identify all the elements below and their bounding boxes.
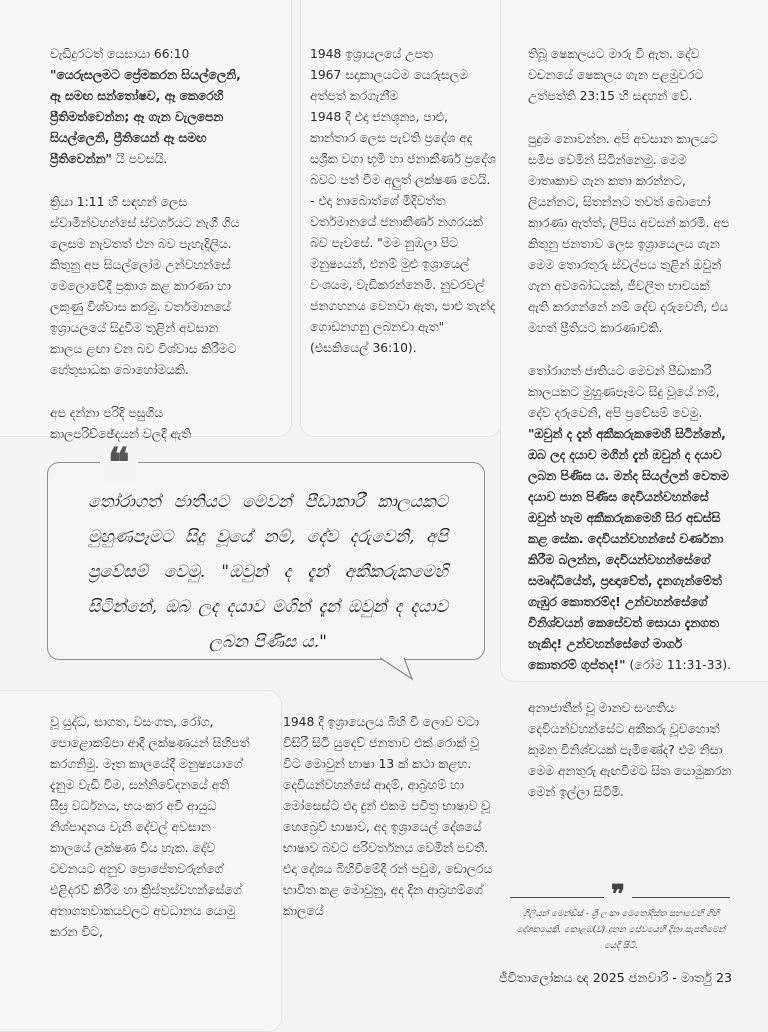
paragraph: 1948 ඉශ්‍රායලයේ උපත 1967 සදාකාලයටම යෙරුසලම අත්පත් කරගැනීම 1948 දී එදා ජනශූන්‍ය, පාළු, කාන්තාර ලෙස පැවති ප්‍රදේශ අද සශ්‍රීක වගා භූමි හා ජනාකීර්ණ ප්‍රදේශ බවට පත් වීම අලුත් ලක්ෂණ වෙයි. - එදා නාබොත්ගේ මිදිවත්ත වර්තමානයේ ජනාකීර්ණ නගරයක් බව පැවසේ. "මම නුඹලා පිට මනුෂ්‍යයන්, එනම් මුළු ඉශ්‍රායෙල් වංශයම, වැඩිකරන්නෙමි. නුවරවල් ජනගහනය වෙනවා ඇත, පාළු තැන්ද ගොඩනගනු ලබනවා ඇත" (එසකියෙල් 36:10). xyxy=(310,47,496,355)
column-left-top xyxy=(50,44,253,445)
paragraph-tail: යි පවසයි. xyxy=(111,152,168,166)
paragraph: පුදුම නොවන්න. අපි අවසාන කාලයට සමීප වෙමින් සිටින්නෙමු. මෙම මාතෘකාව ගැන කතා කරන්නට, ලියන්නට, සිතන්නට තවත් බොහෝ කාරණා ඇත්ත්, ලිපිය අවසන් කරමි. අප කිතුනු ජනතාව ලෙස ඉශ්‍රායෙලය ගැන මෙම තොරතුරු ස්වල්පය තුළින් ඔවුන් ගැන අවබෝධයක්, ජීවලිත භාවයක් ඇති කරගන්නේ නම් දේව දරුවෙනි, එය මහත් ප්‍රීතියට කාරණාවකි. xyxy=(528,132,730,335)
quote-mark-icon: ❝ xyxy=(100,443,138,483)
paragraph: අප දන්නා පරිදි පසුගිය කාලපරිච්ඡේදයන් වලදී ඇති xyxy=(50,406,192,441)
column-left-bottom xyxy=(50,712,250,943)
paragraph: ක්‍රියා 1:11 හි සඳහන් ලෙස ස්වාමීන්වහන්සේ ස්වර්ගයට නැගී ගිය ලෙසම නැවතත් එන බව පැහැදිලිය. කිතුනු අප සියල්ලෝම උන්වහන්සේ මෙලොවේදී ප්‍රකාශ කළ කාරණා හා ලකුණු විශ්වාස කරමු. වර්තමානයේ ඉශ්‍රායලයේ සිදුවීම තුළින් අවසාන කාලය ළඟා වන බව විශ්වාස කිරීමට හේතුසාධක බොහෝමයකි. xyxy=(50,195,240,377)
scripture-quote: "යෙරුසලමට ප්‍රේමකරන සියල්ලෙනි, ඈ සමඟ සන්තෝෂව, ඈ කෙරෙහි ප්‍රීතිමත්වෙන්න; ඈ ගැන වැලපෙන සියල්ලෙනි, ප්‍රීතියෙන් ඈ සමඟ ප්‍රීතිවෙන්න" xyxy=(50,68,241,166)
column-middle-top xyxy=(310,44,496,359)
scripture-reference: (රෝම 11:31-33). xyxy=(625,658,732,672)
paragraph: 1948 දී ඉශ්‍රායෙලය බිහි වී ලොව වටා විසිරී සිටි යුදෙව් ජනතාව එක් රොක් වූ විට මොවුන් භාෂා 13 ක් කථා කළහ. දෙවියන්වහන්සේ ආදම්, ආබ්‍රහම් හා මෝසෙස්ට එදා දුන් එකම පවිත්‍ර භාෂාව වූ හෙබ්‍රෙව් භාෂාව, අද ඉශ්‍රායෙල් දේශයේ භාෂාව බවට පරිවර්තනය වෙමින් පවතී. එදා දේශය බිහිවීමේදී රන් පවුම, ඩොලරය භාවිත කළ මොවුනු, අද දින ආබ්‍රහම්ගේ කාලයේ xyxy=(283,715,493,918)
scripture-reference: වැඩිදුරටත් යෙසායා 66:10 xyxy=(50,47,190,61)
paragraph xyxy=(528,361,732,676)
pull-quote-box xyxy=(47,439,485,660)
paragraph: අනාජාතීන් වූ මානව සංහතිය දෙවියන්වහන්සේට අකීකරු වූවහොත් කුමන විනිශ්චයක් පැමිණේද? එම නිසා මෙම අනතුරු ඇඟවීමට සිත යොමුකරන මෙන් ඉල්ලා සිටිමි. xyxy=(528,701,732,799)
author-credit: ගිලියන් මෙන්ඩිස් - ශ්‍රී ලංකා මෙතෝදිස්ත සභාවෙහි ගිහි දේශකයෙකි. කොළඹ(ව) දුනන සේවයෙහි දිනා සැපතිමෙන් යෙදී සිටී. xyxy=(516,909,726,951)
column-right xyxy=(528,44,732,803)
paragraph xyxy=(50,44,253,170)
page-footer: ජීවිතාලෝකය ඥ 2025 ජනවාරි - මාර්තු 23 xyxy=(498,970,732,985)
speech-tail-icon xyxy=(380,657,420,681)
scripture-quote: "ඔවුන් ද දැන් අකීකරුකමෙහි සිටින්නේ, ඔබ ලද දයාව මගින් දැන් ඔවුන් ද දයාව ලබන පිණිස ය. මන්ද සියල්ලන් වෙතම දයාව පාන පිණිස දෙවියන්වහන්සේ ඔවුන් හැම අකීකරුකමෙහි සිර අඩස්සි කළ සේක. දෙවියන්වහන්සේ වර්ණනා කිරීම බලන්න, දෙවියන්වහන්සේගේ සමෘද්ධියේත්, ප්‍රඥාවේත්, දැනගැන්මේත් ගැඹුර කොතරම්ද! උන්වහන්සේගේ විනිශ්චයන් කෙසේවත් සොයා දැනගත හැකිද! උන්වහන්සේගේ මාර්ග කොතරම් ගුප්තද!" xyxy=(528,427,729,672)
paragraph-intro: තෝරාගත් ජාතියට මෙවන් පීඩාකාරී කාලයකට මුහුණපෑමට සිදු වූයේ නම්, දේව දරුවෙනි, අපි ප්‍රවේසම් වෙමු. xyxy=(528,364,720,420)
pull-quote-text: තෝරාගත් ජාතියට මෙවන් පීඩාකාරී කාලයකට මුහුණපෑමට සිදු වූයේ නම්, දේව දරුවෙනි, අපි ප්‍රවේසම් වෙමු. "ඔවුන් ද දැන් අකීකරුකමෙහි සිටින්නේ, ඔබ ලද දයාව මගින් දැන් ඔවුන් ද දයාව ලබන පිණිස ය." xyxy=(88,492,448,652)
paragraph: තිබූ ෂෙකලයට මාරු වී ඇත. දේව වචනයේ ෂෙකලය ගැන පළමුවරට උත්පත්ති 23:15 හි සඳහන් වේ. xyxy=(528,47,704,103)
column-middle-bottom xyxy=(283,712,493,922)
quote-mark-icon: ❞ xyxy=(604,881,632,909)
paragraph: වූ යුද්ධ, සාගත, වසංගත, රෝග, පොළොකම්පා ආදී ලක්ෂණයන් සිහිපත් කරගනිමු. මෑත කාලයේදී මනුෂ්‍යයාගේ දැනුම වැඩි වීම, සන්නිවේදනයේ අති සීඝ්‍ර වර්ධනය, භයංකර අවි ආයුධ නිශ්පාදනය වැනි දේවල් අවසාන කාලයේ ලක්ෂණ විය හැක. දේව වචනයට අනුව ප්‍රොපේතවරුන්ගේ එළිදරව් කිරීම හා ක්‍රිස්තුස්වහන්සේගේ අනාගතවාකයවලට අවධානය යොමු කරන විට, xyxy=(50,715,250,939)
